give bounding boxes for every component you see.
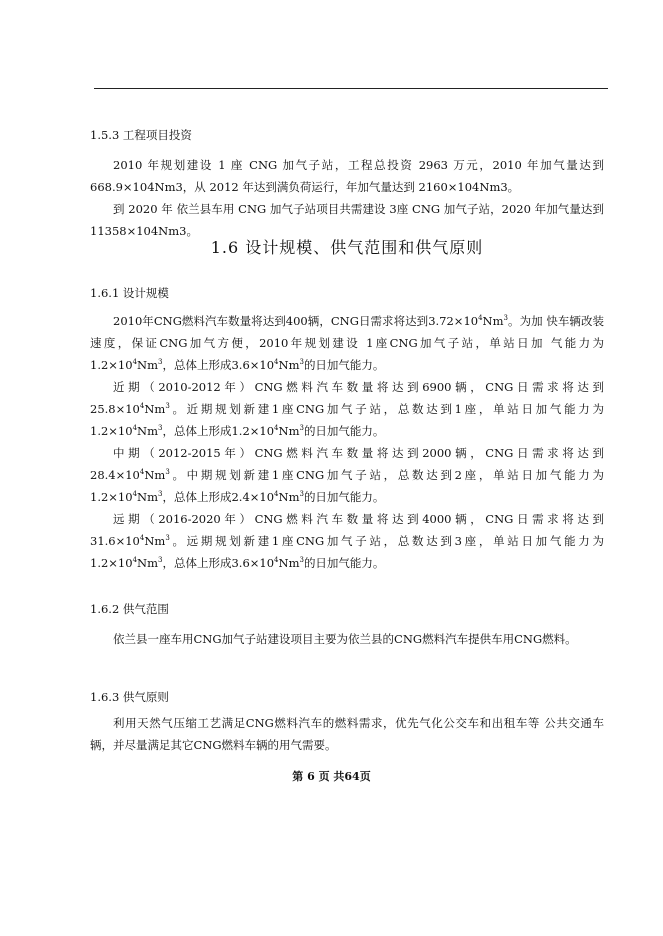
paragraph: 利用天然气压缩工艺满足CNG燃料汽车的燃料需求，优先气化公交车和出租车等 公共交通车辆，并尽量满足其它CNG燃料车辆的用气需要。 — [90, 716, 604, 752]
section-heading: 1.6.1 设计规模 — [90, 286, 169, 300]
section-1-6-title-block — [90, 236, 604, 260]
paragraph: 远期（2016-2020年）CNG燃料汽车数量将达到4000辆，CNG日需求将达到$31.6\times 10^4Nm^3$。远期规划新建1座CNG加气子站，总数达到3座，单站日加气能力为$1.2\times 10^4Nm^3$，总体上形成$3.6\times 10^4Nm^3$的日加气能力。 — [90, 512, 604, 570]
paragraph: 2010 年规划建设 1 座 CNG 加气子站，工程总投资 2963 万元，2010 年加气量达到668.9×104Nm3，从 2012 年达到满负荷运行，年加气量达到 2160×104Nm3。 — [90, 158, 604, 194]
section-heading: 1.5.3 工程项目投资 — [90, 128, 192, 142]
section-title: 1.6 设计规模、供气范围和供气原则 — [210, 238, 484, 257]
paragraph: 近期（2010-2012年）CNG燃料汽车数量将达到6900辆，CNG日需求将达到$25.8\times 10^4Nm^3$。近期规划新建1座CNG加气子站，总数达到1座，单站日加气能力为$1.2\times 10^4Nm^3$，总体上形成$1.2\times 10^4Nm^3$的日加气能力。 — [90, 380, 604, 438]
section-1-5-3 — [90, 124, 604, 242]
paragraph: 到 2020 年 依兰县车用 CNG 加气子站项目共需建设 3座 CNG 加气子站，2020 年加气量达到 11358×104Nm3。 — [90, 202, 604, 238]
section-heading: 1.6.3 供气原则 — [90, 690, 169, 704]
section-1-6-2 — [90, 598, 604, 650]
paragraph: 中期（2012-2015年）CNG燃料汽车数量将达到2000辆，CNG日需求将达到$28.4\times 10^4Nm^3$。中期规划新建1座CNG加气子站，总数达到2座，单站日加气能力为$1.2\times 10^4Nm^3$，总体上形成$2.4\times 10^4Nm^3$的日加气能力。 — [90, 446, 604, 504]
section-1-6-1 — [90, 282, 604, 574]
paragraph: 依兰县一座车用CNG加气子站建设项目主要为依兰县的CNG燃料汽车提供车用CNG燃料。 — [113, 632, 577, 646]
header-rule — [94, 88, 608, 89]
section-heading: 1.6.2 供气范围 — [90, 602, 169, 616]
page-footer: 第 6 页 共64页 — [292, 770, 371, 783]
paragraph: 2010年CNG燃料汽车数量将达到400辆，CNG日需求将达到$3.72\times 10^4Nm^3$。为加 快车辆改装速度，保证CNG加气方便，2010年规划建设 1座CNG加气子站，单站日加 气能力为$1.2\times 10^4Nm^3$，总体上形成$3.6\times 10^4Nm^3$的日加气能力。 — [90, 314, 605, 372]
section-1-6-3 — [90, 686, 604, 756]
